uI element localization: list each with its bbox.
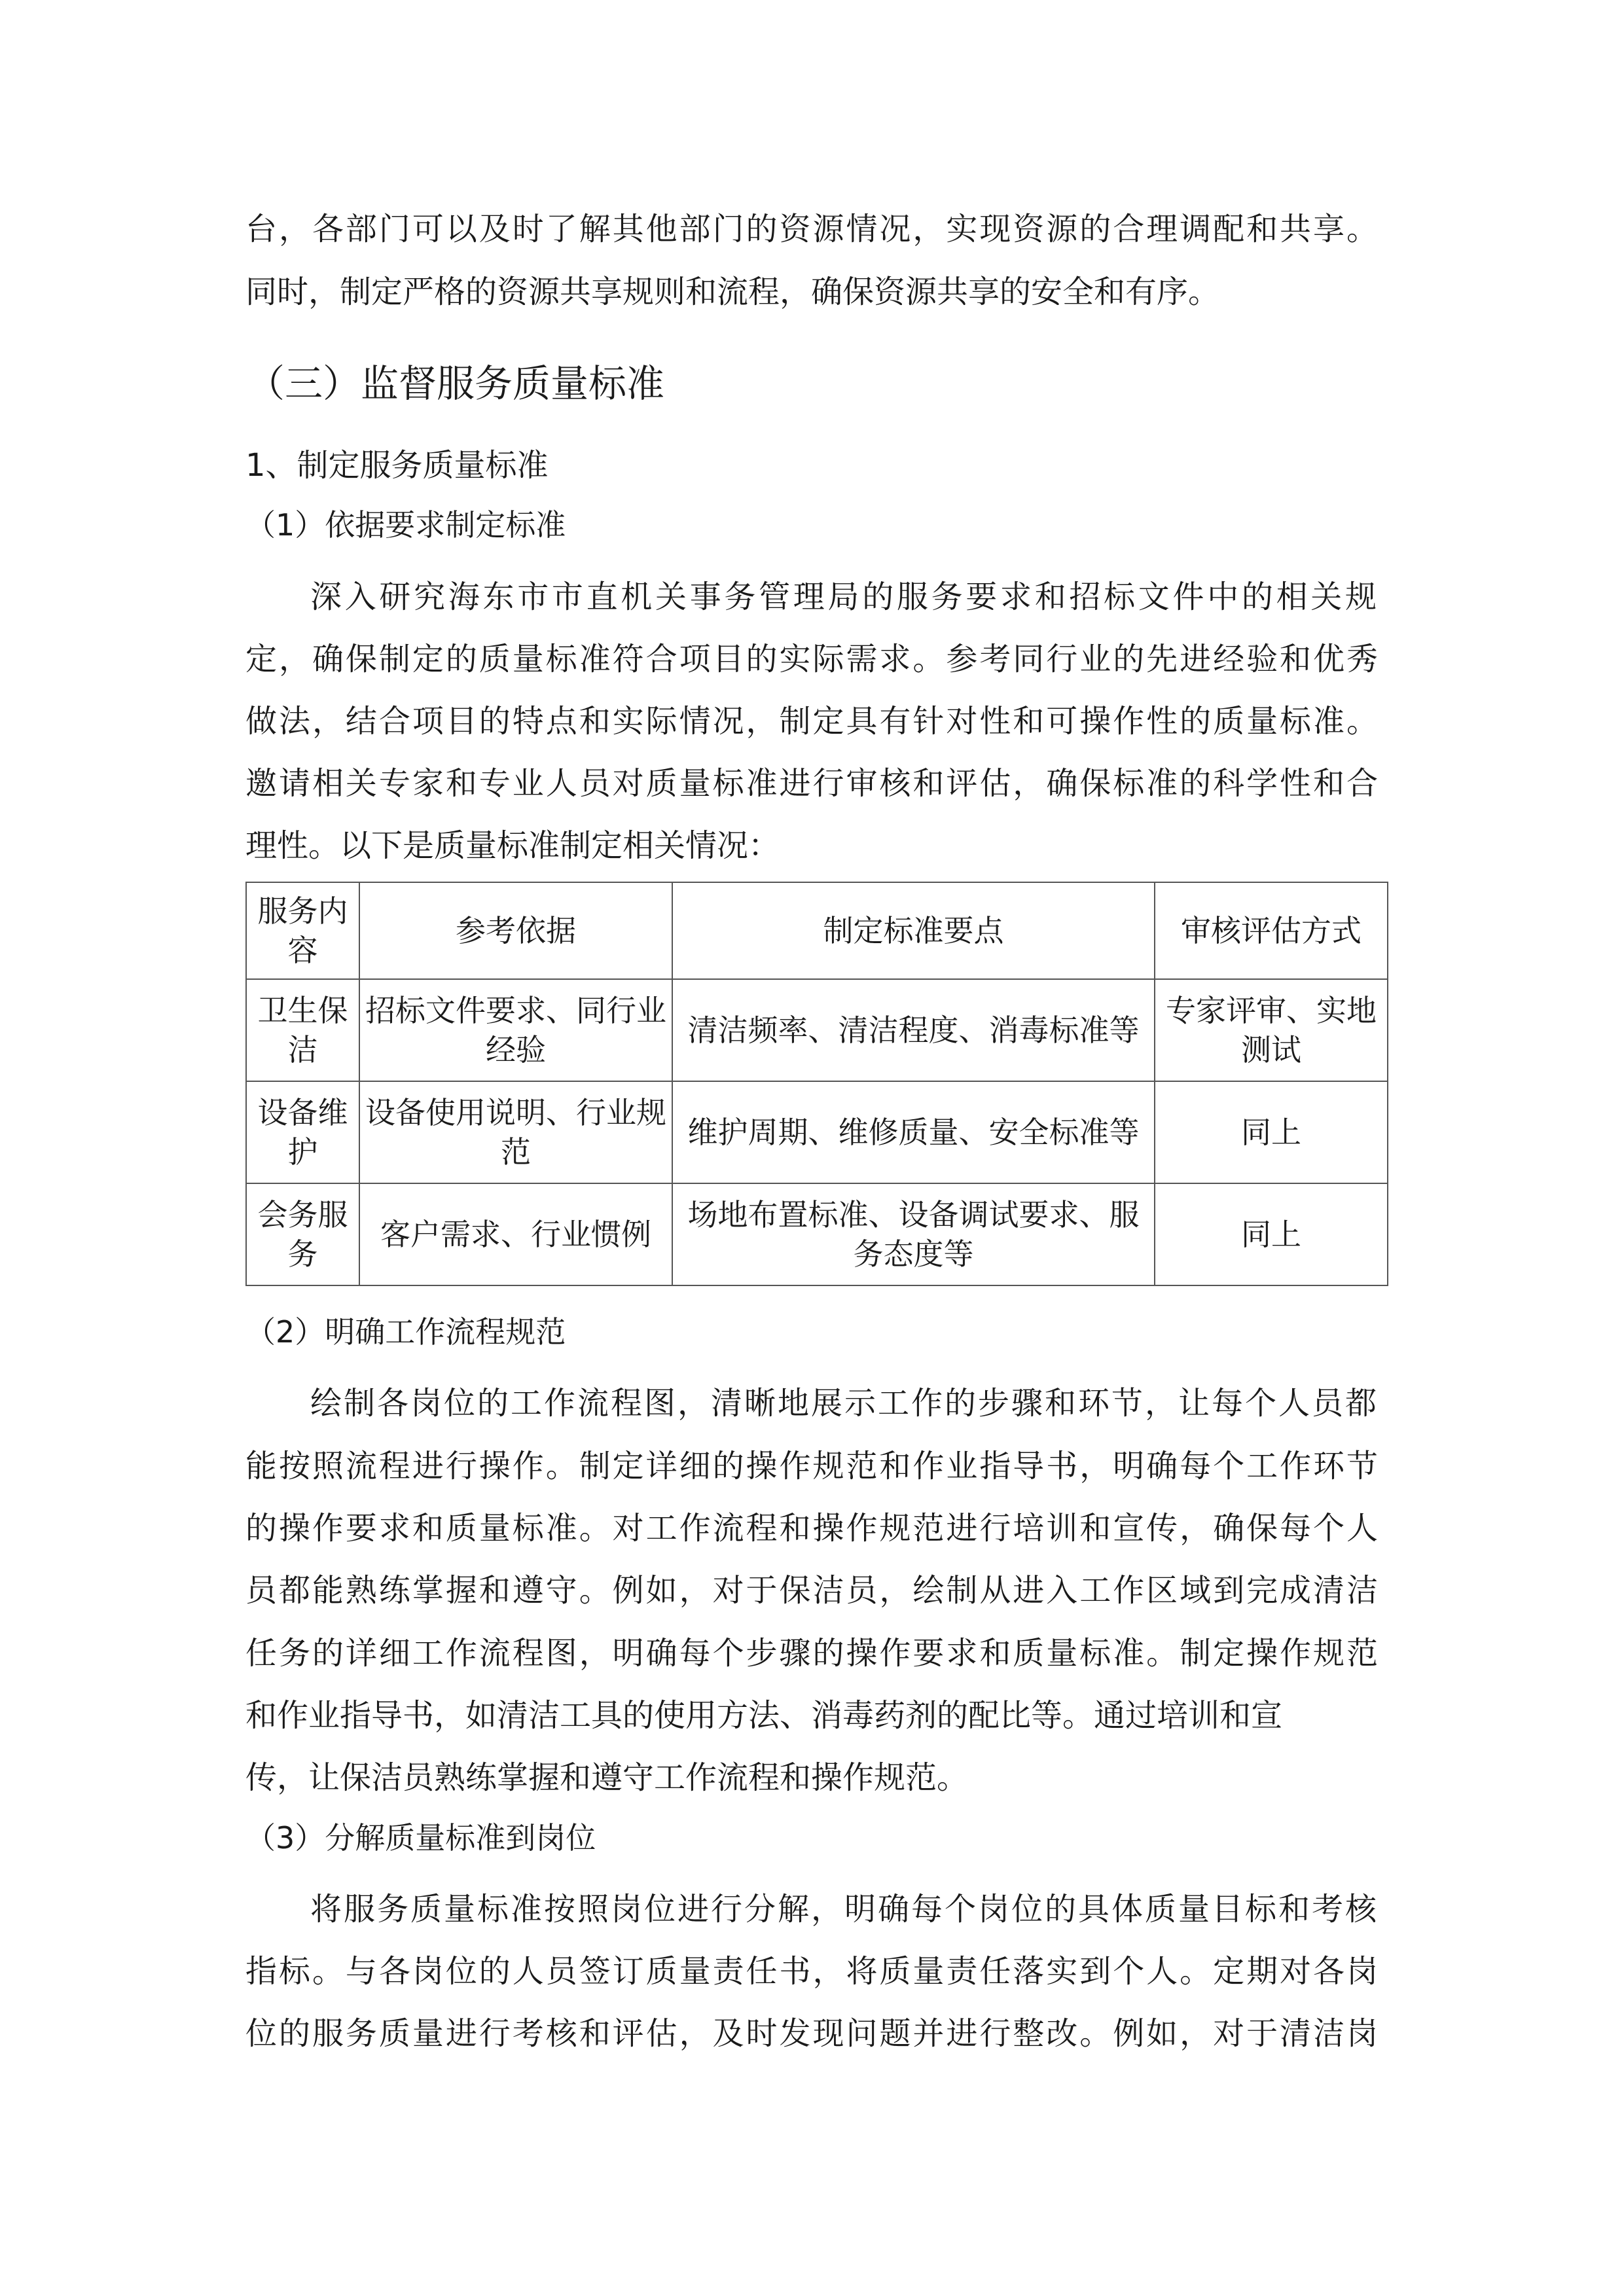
- item-2-line-4: 员都能熟练掌握和遵守。例如，对于保洁员，绘制从进入工作区域到完成清洁: [245, 1572, 1378, 1609]
- table-header-row: [246, 882, 1388, 979]
- item-3-line-1: 将服务质量标准按照岗位进行分解，明确每个岗位的具体质量目标和考核: [310, 1891, 1377, 1928]
- table-cell: 设备维护: [246, 1081, 359, 1183]
- table-row: [246, 1183, 1388, 1285]
- item-1-line-2: 定，确保制定的质量标准符合项目的实际需求。参考同行业的先进经验和优秀: [245, 641, 1378, 677]
- intro-line-1: 台，各部门可以及时了解其他部门的资源情况，实现资源的合理调配和共享。: [245, 211, 1378, 247]
- item-1-line-4: 邀请相关专家和专业人员对质量标准进行审核和评估，确保标准的科学性和合: [245, 765, 1378, 802]
- table-cell: 会务服务: [246, 1183, 359, 1285]
- item-1-line-3: 做法，结合项目的特点和实际情况，制定具有针对性和可操作性的质量标准。: [245, 703, 1378, 740]
- quality-standards-table: [245, 882, 1388, 1286]
- table-cell: 卫生保洁: [246, 979, 359, 1081]
- table-row: [246, 1081, 1388, 1183]
- intro-line-2: 同时，制定严格的资源共享规则和流程，确保资源共享的安全和有序。: [245, 274, 1220, 310]
- item-2-line-6: 和作业指导书，如清洁工具的使用方法、消毒药剂的配比等。通过培训和宣: [245, 1697, 1283, 1734]
- item-3-title: （3）分解质量标准到岗位: [245, 1820, 596, 1856]
- table-header-cell: 参考依据: [359, 882, 672, 979]
- item-2-line-1: 绘制各岗位的工作流程图，清晰地展示工作的步骤和环节，让每个人员都: [310, 1385, 1377, 1422]
- item-1-title: （1）依据要求制定标准: [245, 507, 566, 543]
- table-cell: 客户需求、行业惯例: [359, 1183, 672, 1285]
- item-2-line-7: 传，让保洁员熟练掌握和遵守工作流程和操作规范。: [245, 1759, 969, 1796]
- table-cell: 同上: [1155, 1081, 1388, 1183]
- table-cell: 场地布置标准、设备调试要求、服务态度等: [672, 1183, 1155, 1285]
- table-cell: 招标文件要求、同行业经验: [359, 979, 672, 1081]
- table-header-cell: 审核评估方式: [1155, 882, 1388, 979]
- item-2-title: （2）明确工作流程规范: [245, 1314, 566, 1350]
- item-2-line-3: 的操作要求和质量标准。对工作流程和操作规范进行培训和宣传，确保每个人: [245, 1510, 1378, 1547]
- table-cell: 设备使用说明、行业规范: [359, 1081, 672, 1183]
- table-header-cell: 制定标准要点: [672, 882, 1155, 979]
- item-2-line-2: 能按照流程进行操作。制定详细的操作规范和作业指导书，明确每个工作环节: [245, 1448, 1378, 1484]
- item-3-line-2: 指标。与各岗位的人员签订质量责任书，将质量责任落实到个人。定期对各岗: [245, 1953, 1378, 1990]
- item-3-line-3: 位的服务质量进行考核和评估，及时发现问题并进行整改。例如，对于清洁岗: [245, 2015, 1378, 2052]
- item-1-line-5: 理性。以下是质量标准制定相关情况：: [245, 827, 780, 864]
- table-cell: 清洁频率、清洁程度、消毒标准等: [672, 979, 1155, 1081]
- section-heading: （三）监督服务质量标准: [247, 361, 665, 406]
- table-cell: 同上: [1155, 1183, 1388, 1285]
- table-cell: 专家评审、实地测试: [1155, 979, 1388, 1081]
- table-row: [246, 979, 1388, 1081]
- item-2-line-5: 任务的详细工作流程图，明确每个步骤的操作要求和质量标准。制定操作规范: [245, 1635, 1378, 1672]
- item-1-line-1: 深入研究海东市市直机关事务管理局的服务要求和招标文件中的相关规: [310, 579, 1377, 615]
- table-cell: 维护周期、维修质量、安全标准等: [672, 1081, 1155, 1183]
- subheading-1: 1、制定服务质量标准: [245, 447, 549, 484]
- table-header-cell: 服务内容: [246, 882, 359, 979]
